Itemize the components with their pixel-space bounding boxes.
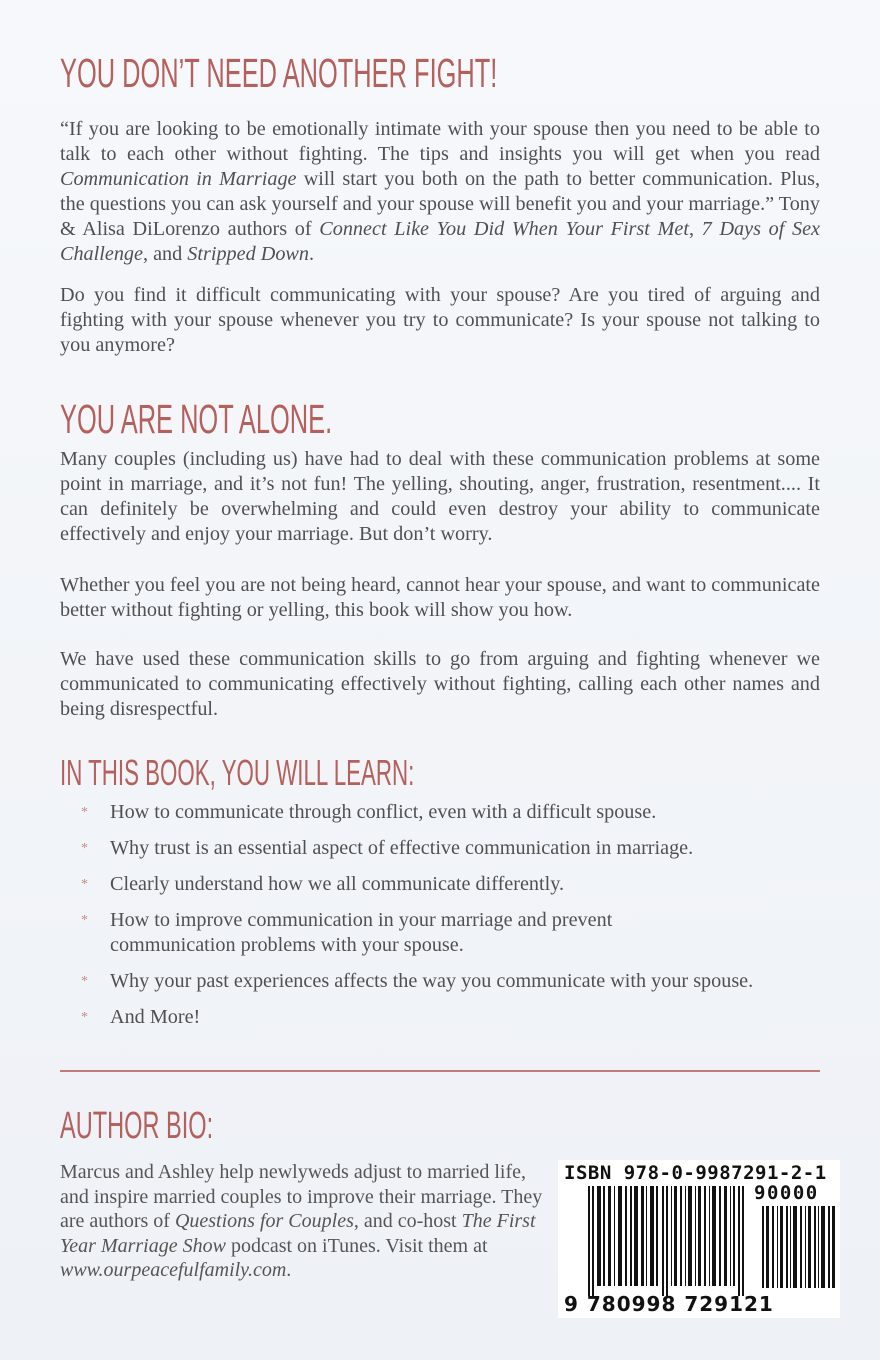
book-title: Communication in Marriage <box>60 168 297 190</box>
list-item: * Why trust is an essential aspect of effective communication in marriage. <box>81 837 694 859</box>
website-link: www.ourpeacefulfamily.com <box>60 1259 287 1281</box>
heading-no-fight: YOU DON’T NEED ANOTHER FIGHT! <box>60 50 498 96</box>
paragraph-skills: We have used these communication skills to go from arguing and fighting whenever we communicated to communicating effectively without fighting, calling each other names and being disrespectful. <box>60 648 820 720</box>
author-bio-text: Marcus and Ashley help newlyweds adjust to married life, and inspire married couples to improve their marriage. They are authors of Questions for Couples, and co-host The First Year Marriage Show podcast on iTunes. Visit them at www.ourpeacefulfamily.com. <box>60 1161 543 1281</box>
book-title: Stripped Down <box>187 243 309 265</box>
price-addon-label: 90000 <box>754 1182 819 1204</box>
list-item: * How to communicate through conflict, even with a difficult spouse. <box>81 801 657 823</box>
asterisk-bullet-icon: * <box>81 877 88 892</box>
list-item: * Why your past experiences affects the way you communicate with your spouse. <box>81 970 754 992</box>
heading-will-learn: IN THIS BOOK, YOU WILL LEARN: <box>60 752 415 793</box>
ean-digits: 9 780998 729121 <box>564 1292 774 1316</box>
learn-list <box>60 800 820 1041</box>
divider-rule <box>60 1070 820 1072</box>
list-item: * And More! <box>81 1006 201 1028</box>
book-title: Connect Like You Did When Your First Met <box>319 218 689 240</box>
book-title: Questions for Couples <box>174 1210 354 1232</box>
endorsement-quote: “If you are looking to be emotionally intimate with your spouse then you need to be able to talk to each other without fighting. The tips and insights you will get when you read Communication in Marriage will start you both on the path to better communication. Plus, the questions you can ask yourself and your spouse will benefit you and your marriage.” Tony & Alisa DiLorenzo authors of Connect Like You Did When Your First Met, 7 Days of Sex Challenge, and Stripped Down. <box>60 118 821 265</box>
list-item: * How to improve communication in your marriage and prevent communication problems with your spouse. <box>81 909 613 956</box>
questions-paragraph: Do you find it difficult communicating with your spouse? Are you tired of arguing and fighting with your spouse whenever you try to communicate? Is your spouse not talking to you anymore? <box>60 284 820 356</box>
heading-author-bio: AUTHOR BIO: <box>60 1105 214 1147</box>
book-title: 7 Days of Sex Challenge <box>60 218 821 265</box>
isbn-label: ISBN 978-0-9987291-2-1 <box>564 1162 827 1184</box>
list-item: * Clearly understand how we all communicate differently. <box>81 873 565 895</box>
asterisk-bullet-icon: * <box>81 913 88 928</box>
addon-barcode-icon <box>762 1206 836 1288</box>
isbn-barcode <box>558 1160 840 1318</box>
asterisk-bullet-icon: * <box>81 974 88 989</box>
ean-barcode-icon <box>588 1186 750 1296</box>
asterisk-bullet-icon: * <box>81 1010 88 1025</box>
podcast-title: The First Year Marriage Show <box>60 1210 536 1257</box>
asterisk-bullet-icon: * <box>81 841 88 856</box>
paragraph-problems: Many couples (including us) have had to deal with these communication problems at some point in marriage, and it’s not fun! The yelling, shouting, anger, frustration, resentment.... It can definitely be overwhelming and could even destroy your ability to communicate effectively and enjoy your marriage. But don’t worry. <box>60 448 820 545</box>
heading-not-alone: YOU ARE NOT ALONE. <box>60 396 333 442</box>
paragraph-whether: Whether you feel you are not being heard, cannot hear your spouse, and want to communicate better without fighting or yelling, this book will show you how. <box>60 574 820 621</box>
asterisk-bullet-icon: * <box>81 805 88 820</box>
